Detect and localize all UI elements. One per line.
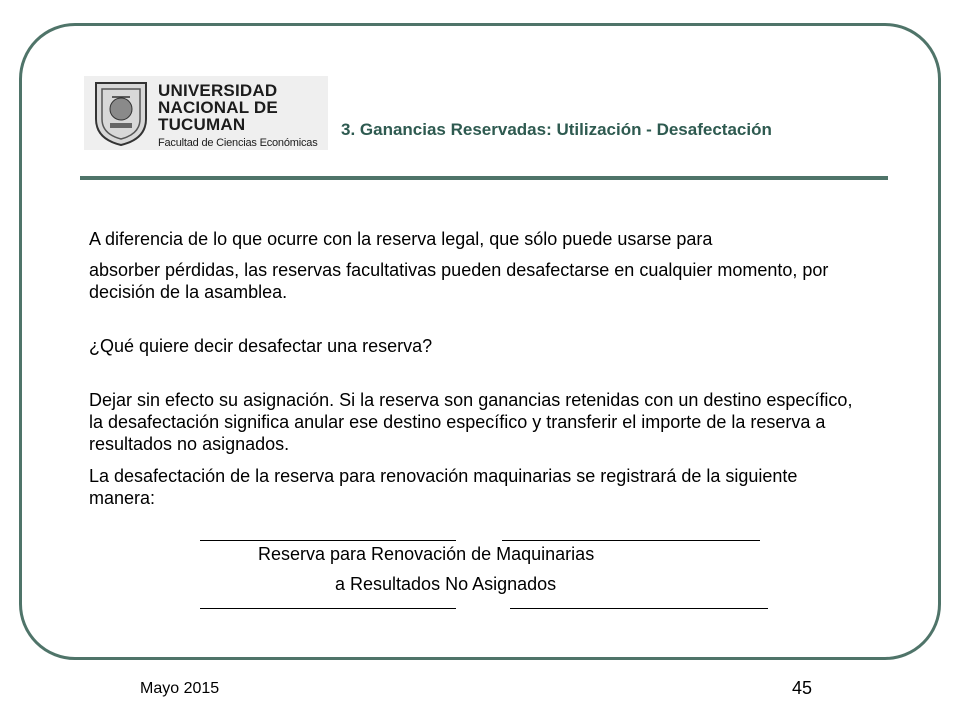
entry-intro-paragraph: La desafectación de la reserva para renovación maquinarias se registrará de la siguiente manera: <box>89 466 798 508</box>
journal-line-bottom-right <box>510 608 768 609</box>
paragraph-1-rest: absorber pérdidas, las reservas facultativas pueden desafectarse en cualquier momento, por decisión de la asamblea. <box>89 260 829 302</box>
journal-debit-account: Reserva para Renovación de Maquinarias <box>258 544 595 564</box>
journal-line-top-right <box>502 540 760 541</box>
logo-line-3: TUCUMAN <box>158 115 246 134</box>
title-underline <box>80 176 888 180</box>
journal-line-bottom-left <box>200 608 456 609</box>
journal-line-top-left <box>200 540 456 541</box>
paragraph-1-line-1: A diferencia de lo que ocurre con la reserva legal, que sólo puede usarse para <box>89 229 713 249</box>
logo-text <box>158 82 318 150</box>
logo-line-2: NACIONAL DE <box>158 98 278 117</box>
logo-line-1: UNIVERSIDAD <box>158 81 278 100</box>
question-text: ¿Qué quiere decir desafectar una reserva? <box>89 336 433 356</box>
logo-faculty: Facultad de Ciencias Económicas <box>158 137 318 149</box>
university-seal-icon <box>90 79 152 147</box>
footer-date: Mayo 2015 <box>140 680 220 697</box>
answer-paragraph: Dejar sin efecto su asignación. Si la reserva son ganancias retenidas con un destino específico, la desafectación significa anular ese destino específico y transferir el importe de la reserva a resultados no asignados. <box>89 390 853 454</box>
journal-credit-account: a Resultados No Asignados <box>335 574 557 594</box>
page-number: 45 <box>792 678 813 698</box>
university-logo <box>84 76 328 150</box>
slide-title: 3. Ganancias Reservadas: Utilización - Desafectación <box>341 120 772 139</box>
